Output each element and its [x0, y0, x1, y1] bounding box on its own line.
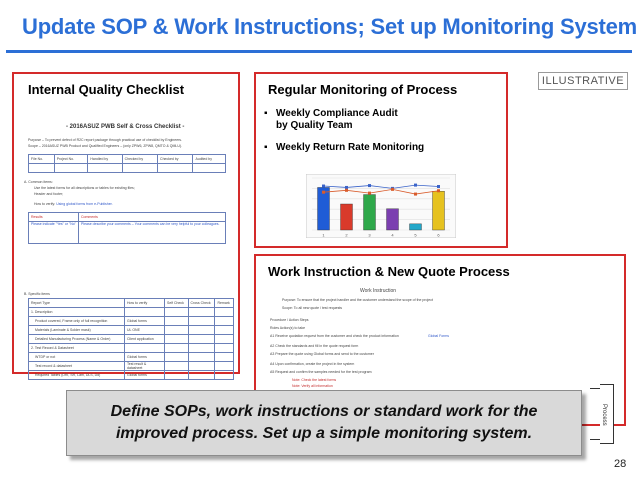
- summary-callout: [66, 390, 582, 456]
- common-item: Header and footer;: [34, 192, 64, 196]
- title-rule: [6, 50, 632, 53]
- table-row: Product covered, Frame only of full recognition Global forms: [29, 317, 234, 326]
- checklist-purpose: Purpose – To prevent defect of R2C report package through practical use of checklist by Engineers.: [28, 138, 183, 142]
- table-row: Detailed Manufacturing Process (Name & Order) Client application: [29, 335, 234, 344]
- header-col: Project No.: [54, 155, 88, 164]
- table-row: Test record & datasheet Test result & datasheet: [29, 362, 234, 371]
- wi-line: Roles Action(s) to take: [270, 326, 306, 330]
- wi-line: A3 Prepare the quote using Global forms and send to the customer: [270, 352, 374, 356]
- wi-link[interactable]: Global Forms: [428, 334, 450, 338]
- table-row: Materials (Laminate & Solder mask) UL ONE: [29, 326, 234, 335]
- chart-bar: [341, 204, 353, 230]
- callout-line: improved process. Set up a simple monitoring system.: [115, 425, 533, 442]
- chart-bar: [364, 195, 376, 230]
- chart-point: [322, 191, 325, 194]
- table-header: Remark: [215, 299, 234, 308]
- specific-items-label: B. Specific items: [24, 292, 50, 296]
- checklist-panel: [12, 72, 240, 377]
- chart-point: [322, 185, 325, 188]
- chart-tick-label: 3: [368, 232, 371, 238]
- results-header: Results: [29, 213, 79, 222]
- chart-bar: [318, 187, 330, 230]
- chart-bar: [410, 224, 422, 230]
- chart-bar: [387, 209, 399, 230]
- chart-tick-label: 6: [437, 232, 440, 238]
- wi-line: A5 Request and confirm the samples needed for the test program: [270, 370, 372, 374]
- comments-header: Comments: [79, 213, 226, 222]
- callout-line: Define SOPs, work instructions or standard work for the: [110, 403, 538, 420]
- how-to-verify-label: How to verify:: [34, 202, 56, 206]
- chart-tick-label: 5: [414, 232, 417, 238]
- how-to-verify: [34, 202, 113, 206]
- table-row: WTDP or not Global forms: [29, 353, 234, 362]
- wi-line: A2 Check the standards and fill in the quote request form: [270, 344, 359, 348]
- wi-doc-heading: Work Instruction: [360, 288, 397, 294]
- illustrative-label: ILLUSTRATIVE: [538, 72, 628, 90]
- return-rate-chart: [306, 174, 456, 238]
- chart-tick-label: 1: [322, 232, 325, 238]
- monitoring-bullet: ▪ Weekly Compliance Audit by Quality Team: [262, 108, 412, 132]
- wi-line: A1 Receive quotation request from the customer and check the product information: [270, 334, 399, 338]
- chart-bar: [433, 191, 445, 230]
- comments-cell: Please describe your comments – Your comments can be very helpful to your colleagues.: [79, 222, 226, 244]
- table-row: 1. Description: [29, 308, 234, 317]
- chart-tick-label: 4: [391, 232, 394, 238]
- verify-link[interactable]: Using global forms from e-Publisher.: [56, 202, 113, 206]
- checklist-panel-title: Internal Quality Checklist: [28, 82, 185, 97]
- table-header: Report Type: [29, 299, 125, 308]
- chart-point: [414, 193, 417, 196]
- header-col: Handled by: [88, 155, 122, 164]
- table-header: How to verify: [125, 299, 165, 308]
- header-col: File No.: [29, 155, 55, 164]
- chart-tick-label: 2: [345, 232, 348, 238]
- monitoring-bullet: ▪ Weekly Return Rate Monitoring: [262, 142, 424, 154]
- table-row: 2. Test Record & Datasheet: [29, 344, 234, 353]
- header-col: Checked by: [122, 155, 157, 164]
- specific-items-table: [28, 298, 234, 380]
- slide-title: Update SOP & Work Instructions; Set up Monitoring System: [22, 14, 638, 39]
- results-table: [28, 212, 226, 244]
- checklist-doc-heading: - 2016ASUZ PWB Self & Cross Checklist -: [66, 124, 185, 130]
- chart-point: [345, 186, 348, 189]
- table-row: Required Tables (DRI, SR, Lam, DLS, Dd) Global forms: [29, 371, 234, 380]
- flowchart-label: Process: [601, 404, 607, 426]
- results-cell: Please indicate "Yes" or "No": [29, 222, 79, 244]
- wi-line: Scope: To all new quote / test requests: [282, 306, 343, 310]
- work-instruction-panel-title: Work Instruction & New Quote Process: [268, 264, 510, 279]
- table-header: Cross Check: [188, 299, 215, 308]
- chart-point: [391, 188, 394, 191]
- common-items-label: A. Common items:: [24, 180, 53, 184]
- chart-point: [437, 189, 440, 192]
- common-item: Use the latest forms for all descriptions or tables for existing files;: [34, 186, 135, 190]
- monitoring-bullet-list: [262, 108, 424, 164]
- wi-note: Note: Verify all information: [292, 384, 333, 388]
- monitoring-panel-title: Regular Monitoring of Process: [268, 82, 458, 97]
- checklist-header-table: [28, 154, 226, 173]
- wi-line: A4 Upon confirmation, create the project in the system: [270, 362, 355, 366]
- chart-point: [437, 185, 440, 188]
- wi-note: Note: Check the latest forms: [292, 378, 337, 382]
- checklist-scope: Scope – 2016ASUZ PWB Product and Qualified Engineers – (only ZPW6, ZPW8, QMTO & QMLU).: [28, 144, 182, 148]
- checklist-document: [20, 102, 232, 377]
- chart-point: [345, 189, 348, 192]
- wi-line: Purpose: To ensure that the project handler and the customer understand the scope of the project: [282, 298, 433, 302]
- chart-point: [414, 184, 417, 187]
- table-header: Self Check: [165, 299, 189, 308]
- monitoring-panel: [254, 72, 508, 248]
- chart-point: [368, 184, 371, 187]
- chart-point: [368, 192, 371, 195]
- wi-line: Procedure / Action Steps: [270, 318, 309, 322]
- header-col: Checked by: [158, 155, 193, 164]
- page-number: 28: [614, 458, 627, 470]
- header-col: Audited by: [193, 155, 226, 164]
